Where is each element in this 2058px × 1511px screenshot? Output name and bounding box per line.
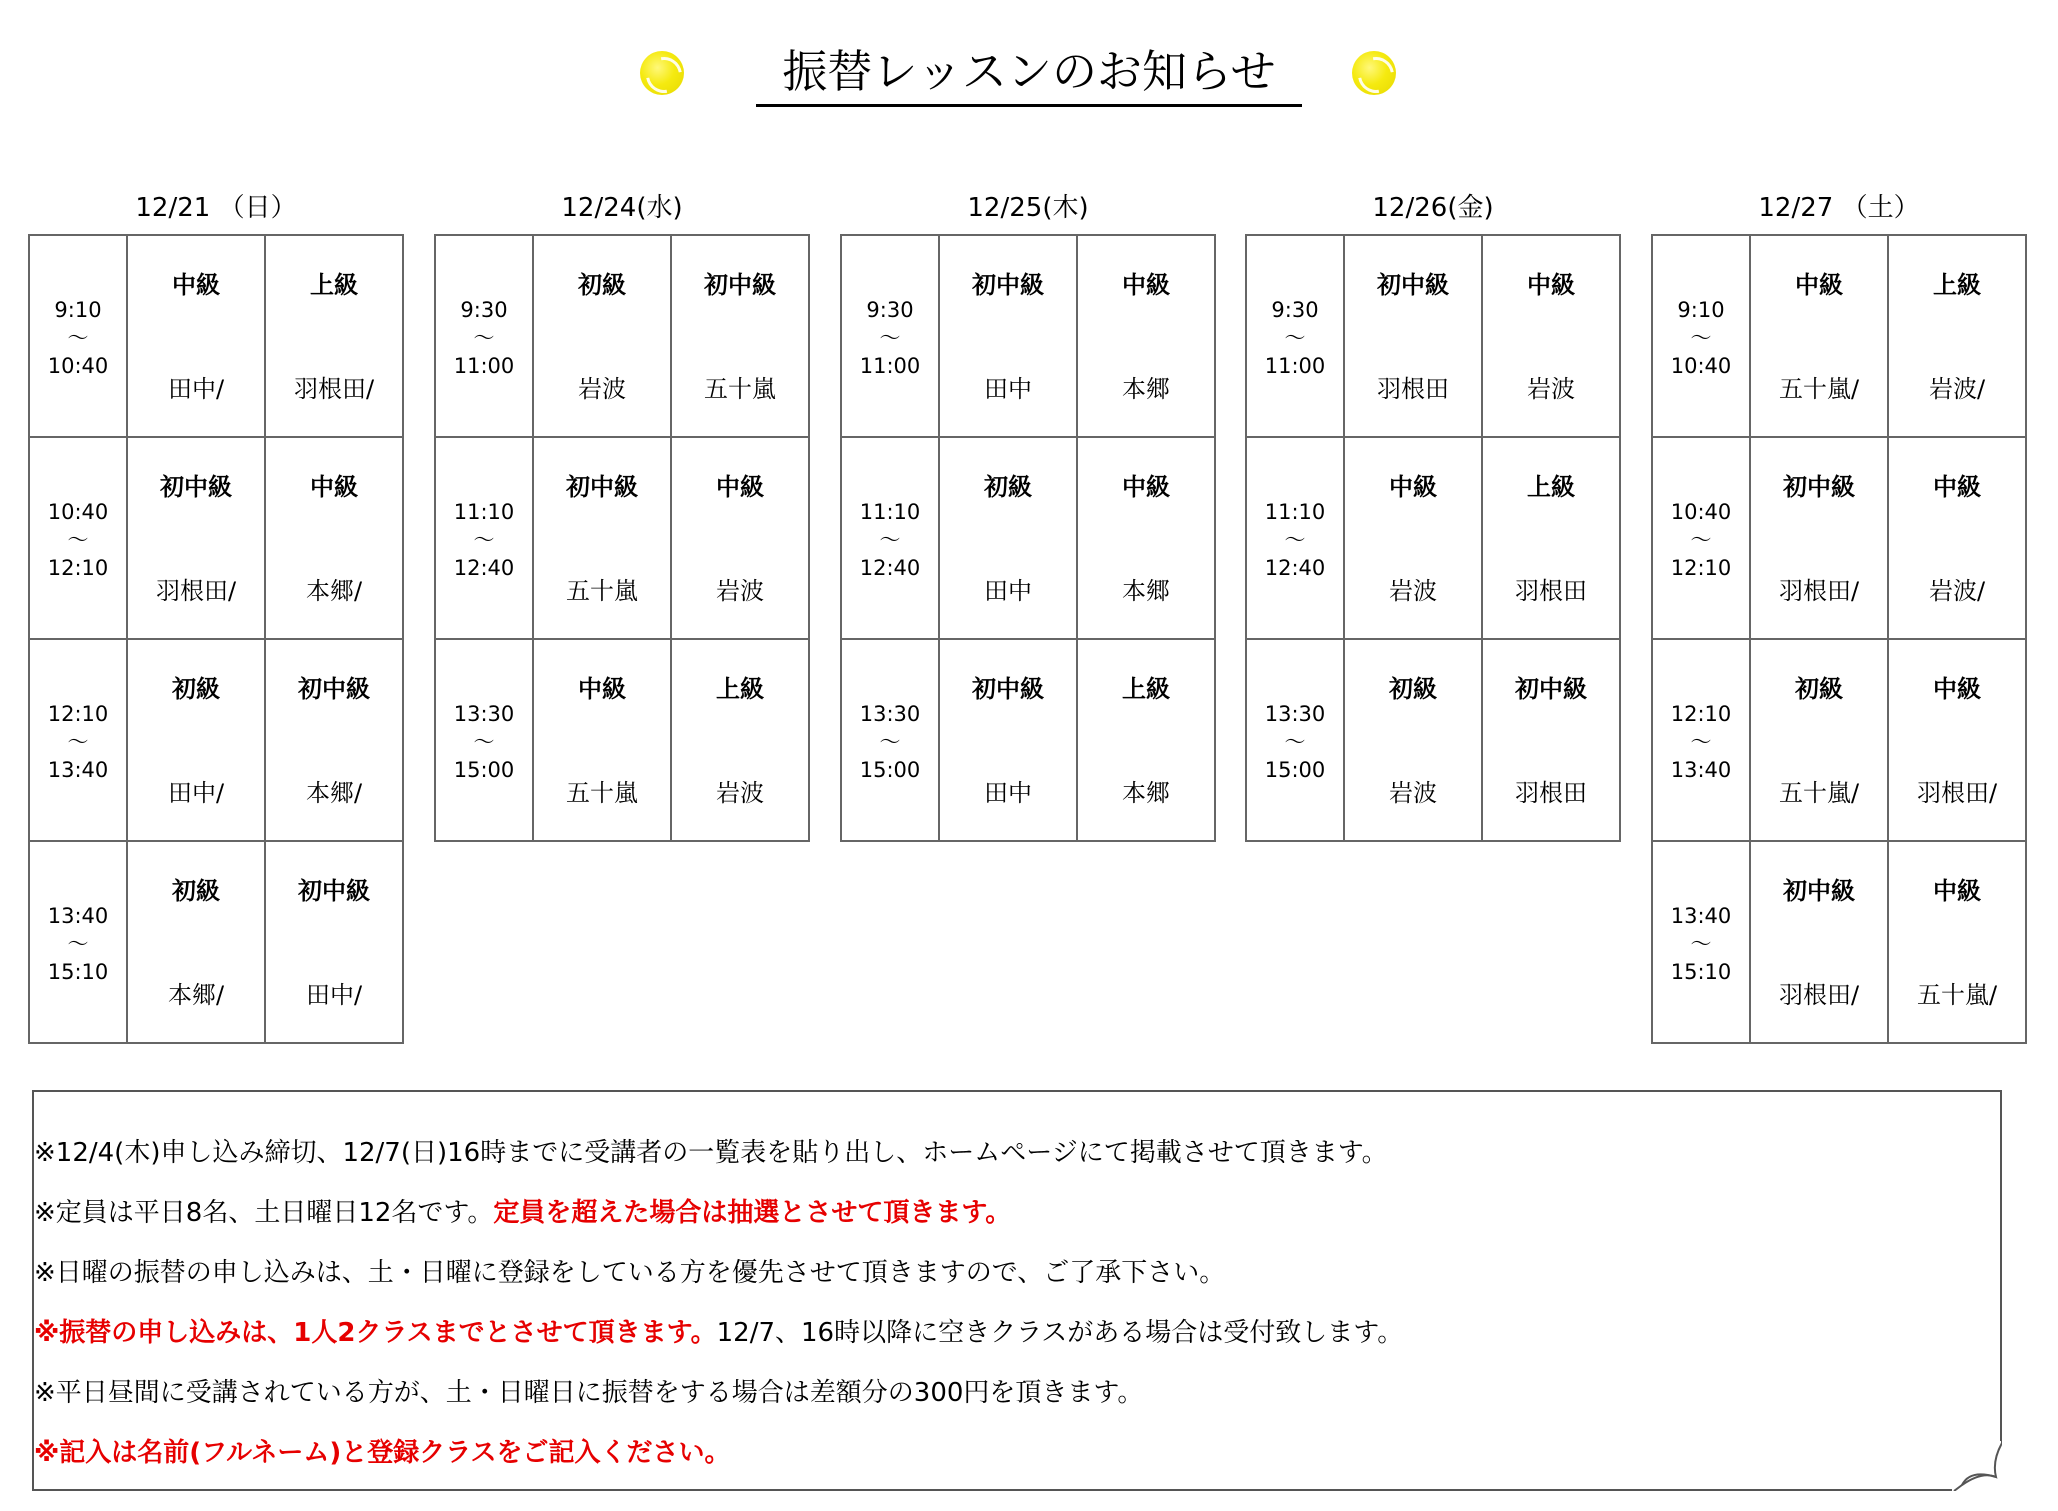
time-cell xyxy=(435,437,533,639)
note-line xyxy=(34,1376,1143,1410)
note-text: ※12/4(木)申し込み締切、12/7(日)16時までに受講者の一覧表を貼り出し、ホームページにて掲載させて頂きます。 xyxy=(34,1138,1388,1168)
class-level: 上級 xyxy=(310,271,358,299)
day-label: 12/24(水) xyxy=(561,193,683,223)
class-level: 上級 xyxy=(1527,473,1575,501)
class-level: 中級 xyxy=(1389,473,1437,501)
class-cell xyxy=(1750,841,1888,1043)
class-level: 初級 xyxy=(984,473,1032,501)
time-range: 12:10 ～ 13:40 xyxy=(1670,702,1732,782)
table-row xyxy=(1246,437,1620,639)
class-level: 初級 xyxy=(1389,675,1437,703)
class-level: 上級 xyxy=(1122,675,1170,703)
time-cell xyxy=(841,437,939,639)
class-cell xyxy=(671,437,809,639)
table-row xyxy=(29,235,403,437)
note-emphasis: ※ xyxy=(34,1318,60,1348)
class-level: 中級 xyxy=(1527,271,1575,299)
teacher-name: 羽根田/ xyxy=(1916,779,1998,807)
time-range: 13:40 ～ 15:10 xyxy=(47,904,109,984)
note-text: ※平日昼間に受講されている方が、土・日曜日に振替をする場合は差額分の300円を頂きます。 xyxy=(34,1378,1144,1408)
class-cell xyxy=(1888,235,2026,437)
class-level: 中級 xyxy=(578,675,626,703)
class-level: 初級 xyxy=(578,271,626,299)
day-label: 12/25(木) xyxy=(967,193,1089,223)
class-level: 中級 xyxy=(1933,877,1981,905)
note-emphasis: 記入は名前(フルネーム)と登録クラスをご記入ください。 xyxy=(59,1438,731,1468)
class-level: 初中級 xyxy=(704,271,776,299)
teacher-name: 本郷/ xyxy=(305,779,363,807)
time-cell xyxy=(841,235,939,437)
tennis-ball-icon xyxy=(640,51,684,95)
teacher-name: 本郷 xyxy=(1122,577,1170,605)
title-area xyxy=(0,44,2058,114)
class-cell xyxy=(939,235,1077,437)
teacher-name: 岩波 xyxy=(716,577,764,605)
time-cell xyxy=(435,639,533,841)
time-range: 13:30 ～ 15:00 xyxy=(1264,702,1326,782)
time-range: 9:10 ～ 10:40 xyxy=(47,298,109,378)
note-line xyxy=(34,1316,1403,1350)
class-cell xyxy=(1888,639,2026,841)
teacher-name: 五十嵐/ xyxy=(1778,779,1860,807)
teacher-name: 五十嵐 xyxy=(704,375,776,403)
table-row xyxy=(841,639,1215,841)
class-level: 初中級 xyxy=(298,877,370,905)
schedule-table xyxy=(28,234,404,1044)
teacher-name: 田中/ xyxy=(305,981,363,1009)
table-row xyxy=(1652,437,2026,639)
table-row xyxy=(29,437,403,639)
class-cell xyxy=(265,235,403,437)
class-level: 初中級 xyxy=(566,473,638,501)
time-range: 9:30 ～ 11:00 xyxy=(453,298,515,378)
class-cell xyxy=(671,639,809,841)
time-range: 11:10 ～ 12:40 xyxy=(453,500,515,580)
class-level: 中級 xyxy=(1933,675,1981,703)
class-cell xyxy=(533,437,671,639)
table-row xyxy=(435,437,809,639)
class-cell xyxy=(265,437,403,639)
time-cell xyxy=(1246,437,1344,639)
time-cell xyxy=(1652,437,1750,639)
teacher-name: 田中 xyxy=(984,779,1032,807)
teacher-name: 岩波/ xyxy=(1928,375,1986,403)
time-range: 10:40 ～ 12:10 xyxy=(47,500,109,580)
note-line xyxy=(34,1256,1225,1290)
teacher-name: 本郷 xyxy=(1122,375,1170,403)
teacher-name: 田中/ xyxy=(167,779,225,807)
class-level: 初中級 xyxy=(298,675,370,703)
time-range: 9:10 ～ 10:40 xyxy=(1670,298,1732,378)
class-cell xyxy=(1888,437,2026,639)
class-cell xyxy=(671,235,809,437)
teacher-name: 本郷 xyxy=(1122,779,1170,807)
note-text: ※日曜の振替の申し込みは、土・日曜に登録をしている方を優先させて頂きますので、ご了承下さい。 xyxy=(34,1258,1226,1288)
time-range: 9:30 ～ 11:00 xyxy=(1264,298,1326,378)
teacher-name: 岩波 xyxy=(578,375,626,403)
day-label: 12/21 （日） xyxy=(135,193,297,223)
class-level: 初中級 xyxy=(1783,877,1855,905)
class-cell xyxy=(1344,639,1482,841)
class-cell xyxy=(1888,841,2026,1043)
class-cell xyxy=(127,639,265,841)
time-cell xyxy=(1652,639,1750,841)
day-label: 12/26(金) xyxy=(1372,193,1494,223)
class-cell xyxy=(265,841,403,1043)
time-range: 11:10 ～ 12:40 xyxy=(859,500,921,580)
page-title: 振替レッスンのお知らせ xyxy=(756,44,1302,107)
table-row xyxy=(1652,841,2026,1043)
schedule-table xyxy=(1245,234,1621,842)
time-cell xyxy=(29,437,127,639)
teacher-name: 五十嵐 xyxy=(566,779,638,807)
time-cell xyxy=(435,235,533,437)
schedule-table xyxy=(1651,234,2027,1044)
class-cell xyxy=(1344,235,1482,437)
class-level: 初中級 xyxy=(1515,675,1587,703)
class-cell xyxy=(1077,639,1215,841)
class-cell xyxy=(1077,235,1215,437)
table-row xyxy=(1652,639,2026,841)
class-cell xyxy=(1482,235,1620,437)
teacher-name: 羽根田/ xyxy=(155,577,237,605)
table-row xyxy=(435,639,809,841)
class-cell xyxy=(127,235,265,437)
teacher-name: 本郷/ xyxy=(167,981,225,1009)
class-cell xyxy=(533,639,671,841)
teacher-name: 本郷/ xyxy=(305,577,363,605)
time-range: 10:40 ～ 12:10 xyxy=(1670,500,1732,580)
class-cell xyxy=(939,639,1077,841)
schedule-table xyxy=(840,234,1216,842)
class-cell xyxy=(1750,235,1888,437)
class-cell xyxy=(1077,437,1215,639)
teacher-name: 五十嵐/ xyxy=(1916,981,1998,1009)
time-range: 13:30 ～ 15:00 xyxy=(859,702,921,782)
time-cell xyxy=(1246,235,1344,437)
teacher-name: 羽根田/ xyxy=(1778,577,1860,605)
time-cell xyxy=(1652,235,1750,437)
time-range: 13:40 ～ 15:10 xyxy=(1670,904,1732,984)
teacher-name: 羽根田/ xyxy=(1778,981,1860,1009)
time-cell xyxy=(841,639,939,841)
class-level: 初中級 xyxy=(1377,271,1449,299)
class-level: 中級 xyxy=(310,473,358,501)
teacher-name: 田中/ xyxy=(167,375,225,403)
schedule-table xyxy=(434,234,810,842)
table-row xyxy=(1246,235,1620,437)
day-label: 12/27 （土） xyxy=(1758,193,1920,223)
notes-box xyxy=(32,1090,2002,1491)
table-row xyxy=(29,639,403,841)
note-emphasis: ※ xyxy=(34,1438,60,1468)
teacher-name: 田中 xyxy=(984,375,1032,403)
teacher-name: 田中 xyxy=(984,577,1032,605)
teacher-name: 岩波 xyxy=(1527,375,1575,403)
class-level: 上級 xyxy=(1933,271,1981,299)
table-row xyxy=(435,235,809,437)
class-level: 上級 xyxy=(716,675,764,703)
table-row xyxy=(29,841,403,1043)
time-cell xyxy=(29,235,127,437)
class-level: 初級 xyxy=(172,877,220,905)
class-cell xyxy=(1482,639,1620,841)
teacher-name: 岩波/ xyxy=(1928,577,1986,605)
note-emphasis: 定員を超えた場合は抽選とさせて頂きます。 xyxy=(493,1198,1012,1228)
teacher-name: 羽根田 xyxy=(1515,577,1587,605)
class-level: 中級 xyxy=(172,271,220,299)
table-row xyxy=(1652,235,2026,437)
note-line xyxy=(34,1436,730,1470)
time-range: 13:30 ～ 15:00 xyxy=(453,702,515,782)
class-level: 初級 xyxy=(1795,675,1843,703)
class-level: 初中級 xyxy=(160,473,232,501)
class-cell xyxy=(1482,437,1620,639)
class-level: 初中級 xyxy=(972,675,1044,703)
class-cell xyxy=(1344,437,1482,639)
teacher-name: 岩波 xyxy=(1389,577,1437,605)
table-row xyxy=(841,235,1215,437)
class-level: 中級 xyxy=(716,473,764,501)
teacher-name: 岩波 xyxy=(1389,779,1437,807)
class-cell xyxy=(265,639,403,841)
class-level: 初中級 xyxy=(972,271,1044,299)
time-range: 12:10 ～ 13:40 xyxy=(47,702,109,782)
class-level: 初級 xyxy=(172,675,220,703)
teacher-name: 羽根田 xyxy=(1515,779,1587,807)
class-cell xyxy=(939,437,1077,639)
class-level: 中級 xyxy=(1122,473,1170,501)
teacher-name: 羽根田 xyxy=(1377,375,1449,403)
class-level: 中級 xyxy=(1122,271,1170,299)
time-cell xyxy=(1652,841,1750,1043)
class-cell xyxy=(1750,639,1888,841)
time-cell xyxy=(1246,639,1344,841)
tennis-ball-icon xyxy=(1352,51,1396,95)
note-text: 12/7、16時以降に空きクラスがある場合は受付致します。 xyxy=(716,1318,1404,1348)
class-level: 中級 xyxy=(1795,271,1843,299)
class-cell xyxy=(127,841,265,1043)
time-range: 11:10 ～ 12:40 xyxy=(1264,500,1326,580)
teacher-name: 羽根田/ xyxy=(293,375,375,403)
table-row xyxy=(841,437,1215,639)
teacher-name: 五十嵐/ xyxy=(1778,375,1860,403)
note-line xyxy=(34,1136,1388,1170)
class-level: 初中級 xyxy=(1783,473,1855,501)
note-emphasis: 振替の申し込みは、1人2クラスまでとさせて頂きます。 xyxy=(59,1318,717,1348)
page-curl-icon xyxy=(1952,1441,2002,1491)
time-cell xyxy=(29,639,127,841)
teacher-name: 五十嵐 xyxy=(566,577,638,605)
class-cell xyxy=(127,437,265,639)
time-cell xyxy=(29,841,127,1043)
note-text: ※定員は平日8名、土日曜日12名です。 xyxy=(34,1198,494,1228)
time-range: 9:30 ～ 11:00 xyxy=(859,298,921,378)
teacher-name: 岩波 xyxy=(716,779,764,807)
table-row xyxy=(1246,639,1620,841)
class-cell xyxy=(533,235,671,437)
class-level: 中級 xyxy=(1933,473,1981,501)
class-cell xyxy=(1750,437,1888,639)
note-line xyxy=(34,1196,1011,1230)
